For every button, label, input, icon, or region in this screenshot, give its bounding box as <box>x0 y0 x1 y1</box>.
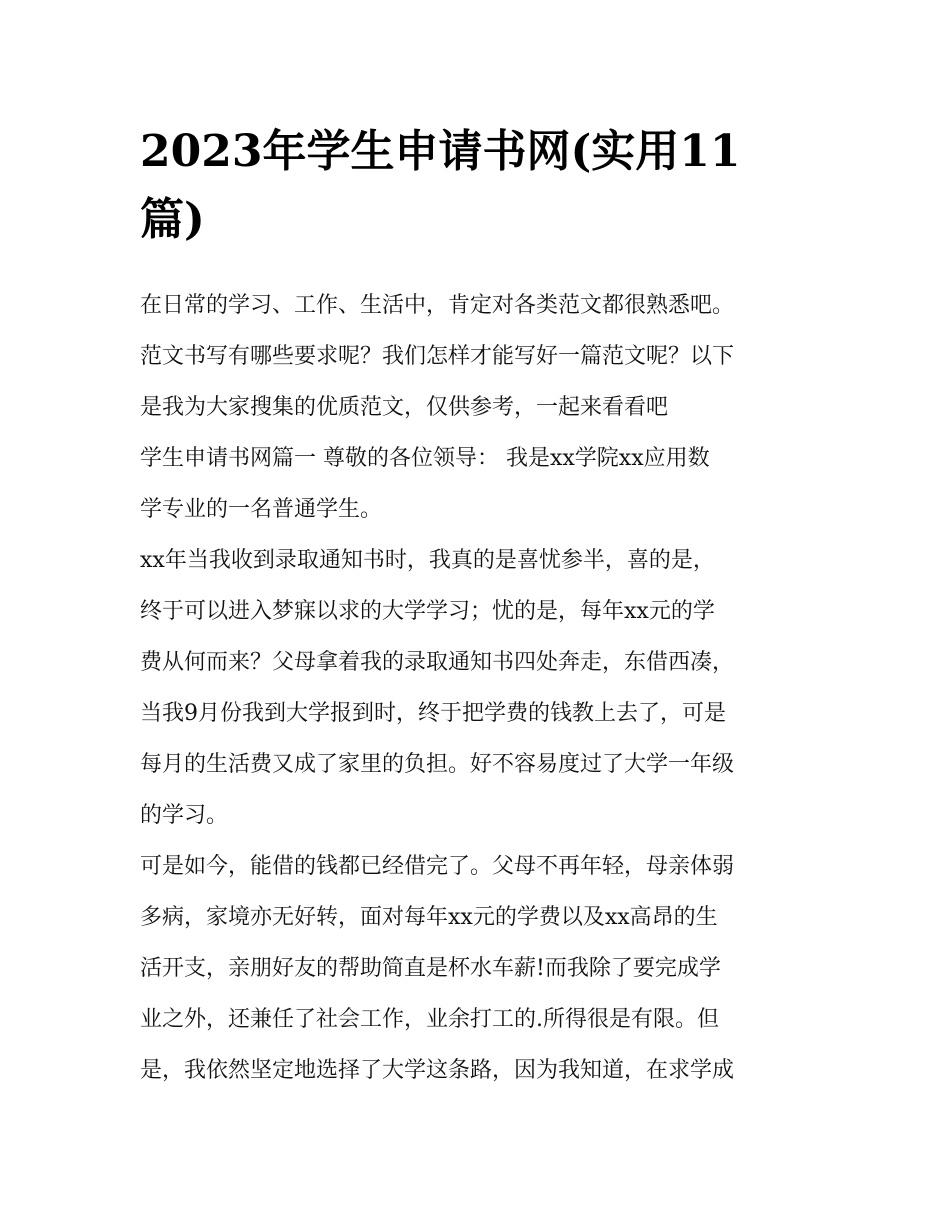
title-line: 2023年学生申请书网(实用11 <box>140 126 741 177</box>
text-line: 是，我依然坚定地选择了大学这条路，因为我知道，在求学成 <box>140 1058 735 1083</box>
text-line: 学专业的一名普通学生。 <box>140 497 383 522</box>
paragraph-salutation <box>140 433 820 535</box>
paragraph-admission <box>140 535 820 841</box>
paragraph-hardship <box>140 841 820 1096</box>
text-line: xx年当我收到录取通知书时，我真的是喜忧参半，喜的是， <box>140 548 715 573</box>
text-line: 学生申请书网篇一 尊敬的各位领导： 我是xx学院xx应用数 <box>140 446 710 471</box>
text-line: 活开支，亲朋好友的帮助简直是杯水车薪!而我除了要完成学 <box>140 956 721 981</box>
text-line: 终于可以进入梦寐以求的大学学习；忧的是，每年xx元的学 <box>140 599 715 624</box>
text-line: 可是如今，能借的钱都已经借完了。父母不再年轻，母亲体弱 <box>140 854 735 879</box>
text-line: 是我为大家搜集的优质范文，仅供参考，一起来看看吧 <box>140 395 669 420</box>
text-line: 当我9月份我到大学报到时，终于把学费的钱教上去了，可是 <box>140 701 726 726</box>
text-line: 多病，家境亦无好转，面对每年xx元的学费以及xx高昂的生 <box>140 905 718 930</box>
document-body <box>140 280 820 1096</box>
text-line: 业之外，还兼任了社会工作，业余打工的.所得很是有限。但 <box>140 1007 719 1032</box>
text-line: 范文书写有哪些要求呢？我们怎样才能写好一篇范文呢？以下 <box>140 344 735 369</box>
text-line: 在日常的学习、工作、生活中，肯定对各类范文都很熟悉吧。 <box>140 293 735 318</box>
title-line: 篇) <box>140 194 205 245</box>
text-line: 每月的生活费又成了家里的负担。好不容易度过了大学一年级 <box>140 752 735 777</box>
document-title <box>140 118 820 254</box>
paragraph-intro <box>140 280 820 433</box>
text-line: 费从何而来？父母拿着我的录取通知书四处奔走，东借西凑， <box>140 650 735 675</box>
text-line: 的学习。 <box>140 803 229 828</box>
